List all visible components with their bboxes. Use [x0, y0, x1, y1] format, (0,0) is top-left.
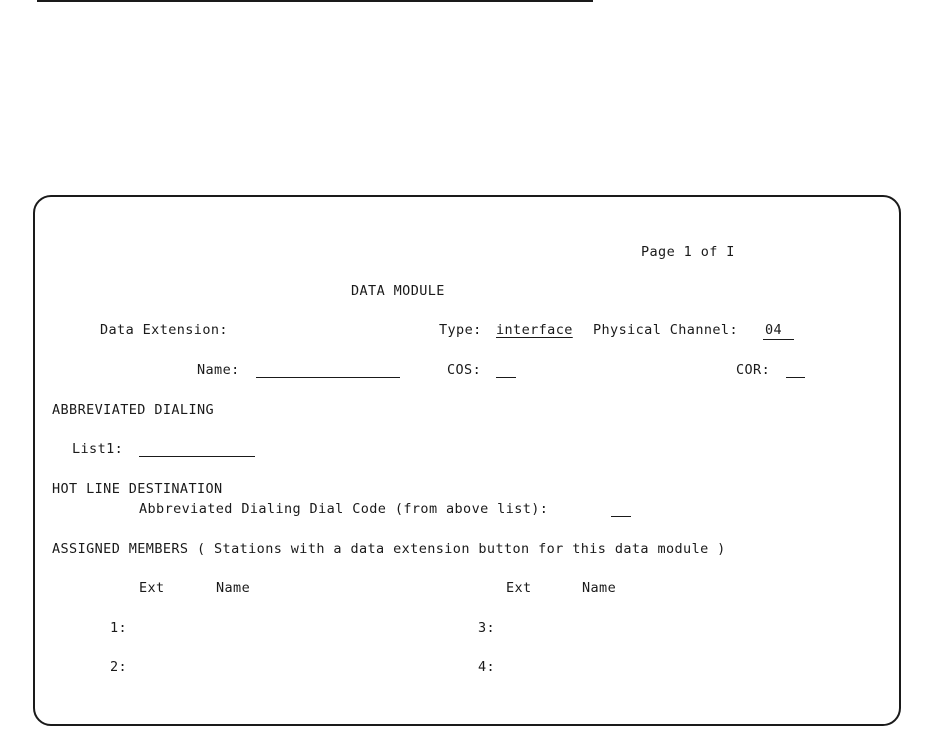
cor-label: COR: [736, 362, 771, 378]
cos-label: COS: [447, 362, 482, 378]
assigned-members-heading: ASSIGNED MEMBERS ( Stations with a data extension button for this data module ) [52, 541, 726, 557]
member-row-label: 1: [110, 620, 128, 636]
col-header-ext-left: Ext [139, 580, 165, 596]
data-extension-label: Data Extension: [100, 322, 228, 338]
member-row-label: 4: [478, 659, 496, 675]
dial-code-label: Abbreviated Dialing Dial Code (from above list): [139, 501, 549, 517]
type-label: Type: [439, 322, 482, 338]
hot-line-heading: HOT LINE DESTINATION [52, 481, 223, 497]
list1-label: List1: [72, 441, 124, 457]
member-row-label: 3: [478, 620, 496, 636]
cor-field[interactable] [786, 377, 805, 378]
col-header-name-right: Name [582, 580, 617, 596]
top-rule [37, 0, 593, 2]
list1-field[interactable] [139, 456, 255, 457]
col-header-ext-right: Ext [506, 580, 532, 596]
page-indicator: Page 1 of I [641, 244, 735, 260]
dial-code-field[interactable] [611, 516, 631, 517]
physical-channel-field[interactable]: 04 [765, 322, 783, 338]
member-row-label: 2: [110, 659, 128, 675]
name-field[interactable] [256, 377, 400, 378]
name-label: Name: [197, 362, 240, 378]
col-header-name-left: Name [216, 580, 251, 596]
terminal-screen-frame [33, 195, 901, 726]
physical-channel-underline [763, 339, 794, 340]
cos-field[interactable] [496, 377, 516, 378]
physical-channel-label: Physical Channel: [593, 322, 738, 338]
form-title: DATA MODULE [351, 283, 445, 299]
type-field[interactable]: interface [496, 322, 573, 338]
abbreviated-dialing-heading: ABBREVIATED DIALING [52, 402, 215, 418]
